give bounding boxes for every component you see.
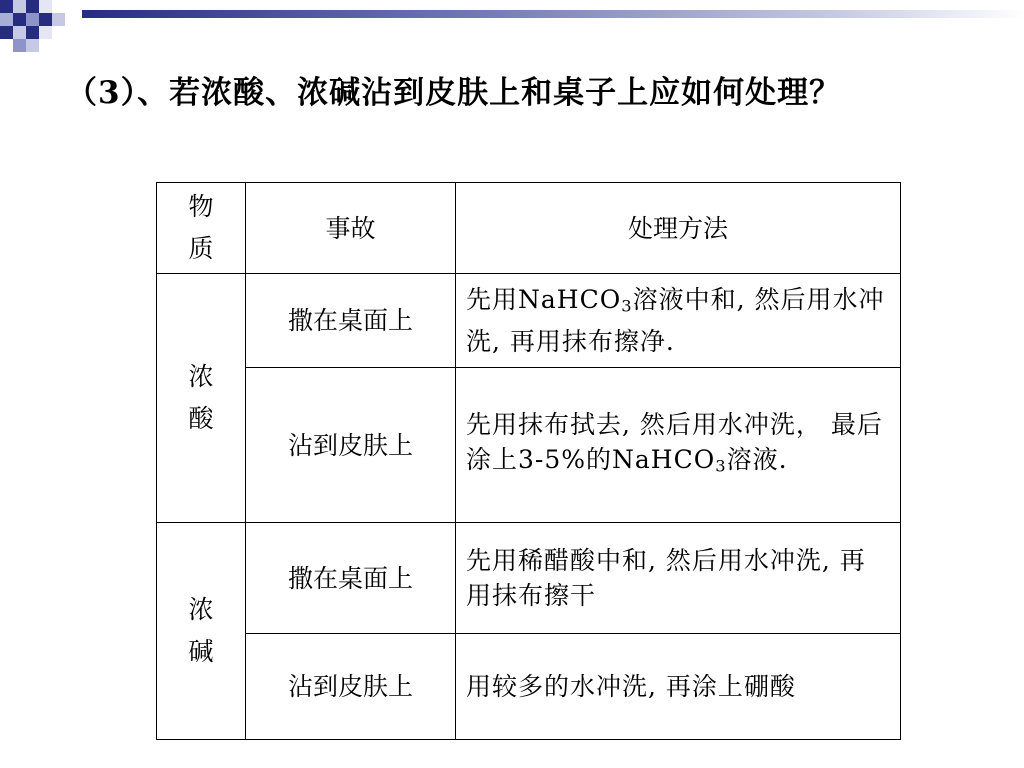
method-subscript: 3 [715,456,727,476]
accident-cell: 沾到皮肤上 [246,368,456,523]
header-cell-method: 处理方法 [456,183,901,274]
header-substance-text: 物质 [188,192,214,263]
header-cell-substance [157,183,246,274]
method-cell: 用较多的水冲洗, 再涂上硼酸 [456,634,901,740]
table-row [157,274,901,368]
substance-acid-text: 浓酸 [188,362,214,433]
method-cell [456,274,901,368]
header-cell-accident: 事故 [246,183,456,274]
substance-cell-alkali [157,523,246,740]
method-subscript: 3 [621,296,633,316]
method-text-post: 溶液中和, 然后用水冲洗, 再用抹布擦净. [466,285,885,356]
corner-decoration [0,0,82,60]
slide-title: （3）、若浓酸、浓碱沾到皮肤上和桌子上应如何处理？ [66,75,842,111]
method-text-pre: 先用NaHCO [466,285,622,315]
handling-table [156,182,901,740]
accident-cell: 撒在桌面上 [246,523,456,634]
method-cell [456,368,901,523]
method-text-pre: 先用抹布拭去, 然后用水冲洗， 最后涂上3-5%的NaHCO [466,409,883,474]
substance-alkali-text: 浓碱 [188,595,214,666]
accident-cell: 沾到皮肤上 [246,634,456,740]
table-row [157,634,901,740]
table-row [157,368,901,523]
method-text-post: 溶液. [726,444,788,474]
substance-cell-acid [157,274,246,523]
table-row [157,523,901,634]
header-gradient-bar [82,10,1024,18]
table-header-row [157,183,901,274]
method-cell: 先用稀醋酸中和, 然后用水冲洗, 再用抹布擦干 [456,523,901,634]
accident-cell: 撒在桌面上 [246,274,456,368]
